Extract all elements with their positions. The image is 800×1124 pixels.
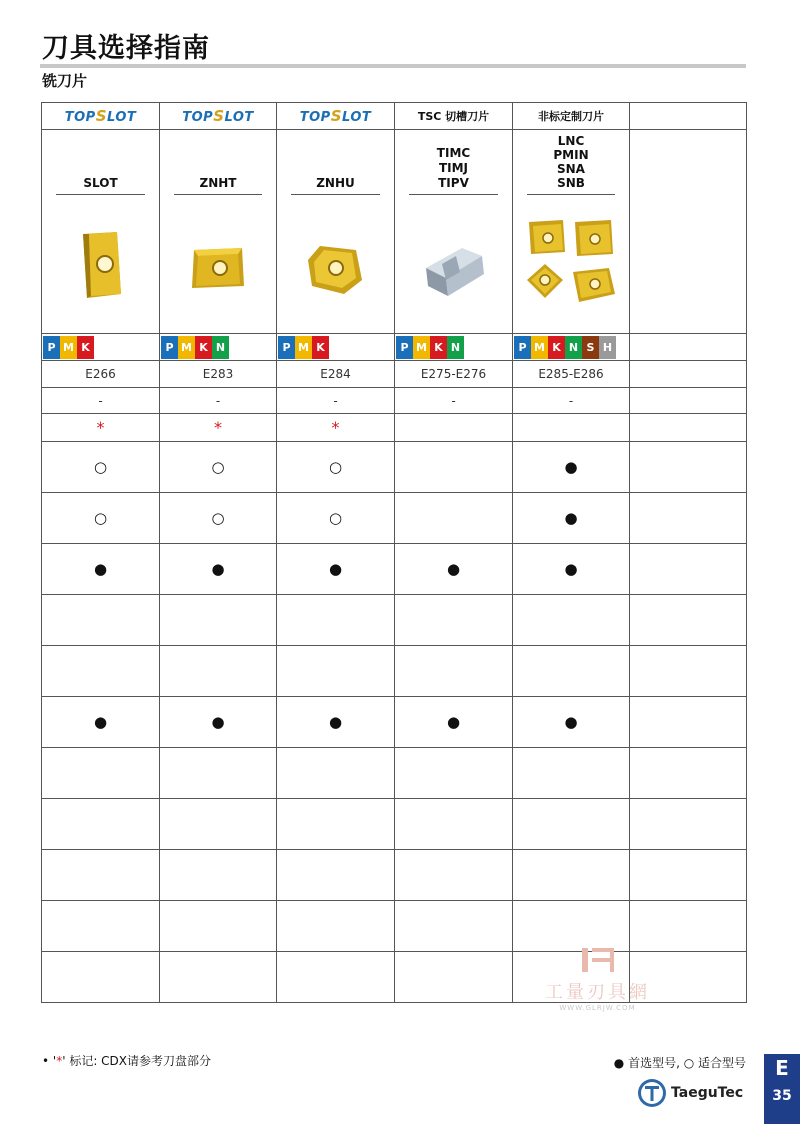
name-underline	[56, 194, 145, 195]
slot-insert-icon	[77, 230, 125, 300]
suitability-mark	[395, 799, 513, 850]
suitability-mark	[160, 595, 277, 646]
suitability-mark	[160, 748, 277, 799]
iso-badge-p: P	[278, 336, 295, 359]
taegutec-logo	[637, 1078, 743, 1108]
suitability-mark	[395, 493, 513, 544]
brand-cell	[42, 103, 160, 130]
suitability-mark: ○	[42, 493, 160, 544]
legend: ● 首选型号, ○ 适合型号	[613, 1056, 746, 1070]
topslot-logo: TOPSLOT	[182, 107, 254, 125]
application-row	[42, 442, 747, 493]
iso-cell	[395, 334, 513, 361]
empty-cell	[630, 850, 747, 901]
page-ref: E266	[42, 361, 160, 388]
brand-cell: TSC 切槽刀片	[395, 103, 513, 130]
insert-name: SNB	[557, 176, 585, 190]
iso-badge-p: P	[514, 336, 531, 359]
empty-cell	[630, 334, 747, 361]
suitability-mark	[395, 850, 513, 901]
empty-cell	[630, 748, 747, 799]
star-mark: *	[160, 414, 277, 442]
iso-badge-k: K	[195, 336, 212, 359]
insert-cell	[513, 130, 630, 334]
znhu-insert-icon	[306, 240, 366, 298]
section-letter: E	[775, 1056, 789, 1080]
iso-badge-p: P	[43, 336, 60, 359]
suitability-mark: ●	[395, 544, 513, 595]
topslot-logo: TOPSLOT	[299, 107, 372, 125]
suitability-mark	[160, 799, 277, 850]
suitability-mark	[513, 595, 630, 646]
suitability-mark: ○	[160, 493, 277, 544]
insert-cell	[277, 130, 395, 334]
suitability-mark: ●	[277, 697, 395, 748]
suitability-mark	[277, 901, 395, 952]
suitability-mark	[277, 952, 395, 1003]
application-row	[42, 595, 747, 646]
insert-name: SNA	[557, 162, 585, 176]
page-ref-row	[42, 361, 747, 388]
star-mark: *	[42, 414, 160, 442]
dash-cell: -	[42, 388, 160, 414]
suitability-mark	[395, 952, 513, 1003]
insert-name: TIMJ	[438, 161, 469, 175]
suitability-mark	[42, 952, 160, 1003]
iso-badges	[278, 336, 394, 359]
suitability-mark	[395, 442, 513, 493]
name-underline	[409, 194, 498, 195]
application-row	[42, 850, 747, 901]
suitability-mark	[277, 595, 395, 646]
watermark-logo-icon	[578, 946, 618, 974]
suitability-mark	[42, 799, 160, 850]
suitability-mark	[395, 595, 513, 646]
suitability-mark: ●	[160, 544, 277, 595]
selection-table	[41, 102, 747, 1003]
suitability-mark	[160, 901, 277, 952]
insert-name: PMIN	[553, 148, 589, 162]
page-ref: E283	[160, 361, 277, 388]
suitability-mark: ●	[42, 544, 160, 595]
brand-cell	[160, 103, 277, 130]
suitability-mark: ●	[513, 544, 630, 595]
insert-cell	[160, 130, 277, 334]
insert-name: ZNHU	[316, 176, 355, 190]
suitability-mark	[42, 901, 160, 952]
iso-badge-p: P	[396, 336, 413, 359]
watermark	[545, 946, 650, 1012]
application-rows	[42, 442, 747, 1003]
iso-badges	[161, 336, 276, 359]
iso-badge-k: K	[430, 336, 447, 359]
suitability-mark	[277, 646, 395, 697]
insert-name: TIMC	[436, 146, 471, 160]
suitability-mark: ●	[513, 493, 630, 544]
iso-badge-n: N	[565, 336, 582, 359]
suitability-mark	[160, 646, 277, 697]
footnote: • '*' 标记: CDX请参考刀盘部分	[42, 1054, 212, 1068]
suitability-mark: ●	[513, 442, 630, 493]
brand-row	[42, 103, 747, 130]
suitability-mark: ○	[277, 493, 395, 544]
suitability-mark	[42, 850, 160, 901]
insert-cell	[42, 130, 160, 334]
application-row	[42, 799, 747, 850]
page-number: 35	[772, 1088, 792, 1104]
watermark-text: 工量刃具網	[545, 982, 650, 1003]
suitability-mark	[277, 799, 395, 850]
suitability-mark	[277, 850, 395, 901]
suitability-mark: ●	[42, 697, 160, 748]
iso-badge-n: N	[447, 336, 464, 359]
section-tab	[764, 1054, 800, 1124]
suitability-mark	[42, 748, 160, 799]
star-mark	[513, 414, 630, 442]
suitability-mark	[160, 952, 277, 1003]
name-underline	[174, 194, 262, 195]
iso-cell	[42, 334, 160, 361]
empty-cell	[630, 697, 747, 748]
suitability-mark	[277, 748, 395, 799]
iso-cell	[513, 334, 630, 361]
empty-cell	[630, 442, 747, 493]
insert-name: TIPV	[438, 176, 469, 190]
iso-badges	[396, 336, 512, 359]
page-title: 刀具选择指南	[42, 33, 210, 64]
empty-cell	[630, 361, 747, 388]
name-underline	[527, 194, 615, 195]
suitability-mark	[42, 646, 160, 697]
star-mark	[395, 414, 513, 442]
watermark-url: WWW.GLRJW.COM	[559, 1004, 636, 1012]
iso-badge-m: M	[60, 336, 77, 359]
application-row	[42, 748, 747, 799]
dash-row	[42, 388, 747, 414]
insert-name: SLOT	[83, 176, 118, 190]
brand-name: TaeguTec	[671, 1085, 744, 1101]
empty-cell	[630, 130, 747, 334]
iso-badge-k: K	[312, 336, 329, 359]
dash-cell: -	[160, 388, 277, 414]
insert-name: LNC	[557, 134, 585, 148]
star-mark: *	[277, 414, 395, 442]
znht-insert-icon	[190, 242, 246, 292]
suitability-mark: ●	[160, 697, 277, 748]
brand-cell: 非标定制刀片	[513, 103, 630, 130]
empty-cell	[630, 414, 747, 442]
tsc-grooving-insert-icon	[422, 238, 486, 302]
insert-cell	[395, 130, 513, 334]
page-ref: E285-E286	[513, 361, 630, 388]
iso-material-row	[42, 334, 747, 361]
application-row	[42, 646, 747, 697]
suitability-mark	[513, 901, 630, 952]
suitability-mark	[513, 850, 630, 901]
iso-cell	[160, 334, 277, 361]
suitability-mark: ○	[42, 442, 160, 493]
iso-badge-m: M	[295, 336, 312, 359]
iso-badge-s: S	[582, 336, 599, 359]
empty-cell	[630, 646, 747, 697]
empty-cell	[630, 388, 747, 414]
star-row	[42, 414, 747, 442]
suitability-mark: ●	[513, 697, 630, 748]
insert-image-row	[42, 130, 747, 334]
suitability-mark	[513, 748, 630, 799]
suitability-mark	[160, 850, 277, 901]
suitability-mark	[513, 646, 630, 697]
suitability-mark	[42, 595, 160, 646]
suitability-mark: ●	[395, 697, 513, 748]
iso-badge-m: M	[413, 336, 430, 359]
dash-cell: -	[395, 388, 513, 414]
insert-name: ZNHT	[199, 176, 237, 190]
suitability-mark: ○	[277, 442, 395, 493]
empty-cell	[630, 103, 747, 130]
application-row	[42, 901, 747, 952]
empty-cell	[630, 901, 747, 952]
name-underline	[291, 194, 380, 195]
iso-badge-p: P	[161, 336, 178, 359]
iso-badge-m: M	[178, 336, 195, 359]
iso-badges	[43, 336, 159, 359]
topslot-logo: TOPSLOT	[64, 107, 137, 125]
iso-badge-n: N	[212, 336, 229, 359]
empty-cell	[630, 493, 747, 544]
custom-inserts-icon	[523, 214, 619, 310]
iso-cell	[277, 334, 395, 361]
application-row	[42, 697, 747, 748]
taegutec-emblem-icon	[637, 1078, 667, 1108]
suitability-mark	[395, 646, 513, 697]
suitability-mark: ●	[277, 544, 395, 595]
title-underline	[40, 64, 746, 68]
dash-cell: -	[277, 388, 395, 414]
dash-cell: -	[513, 388, 630, 414]
application-row	[42, 493, 747, 544]
brand-cell	[277, 103, 395, 130]
empty-cell	[630, 544, 747, 595]
empty-cell	[630, 799, 747, 850]
page-ref: E284	[277, 361, 395, 388]
suitability-mark	[395, 901, 513, 952]
iso-badge-k: K	[77, 336, 94, 359]
iso-badges	[514, 336, 629, 359]
section-subtitle: 铣刀片	[42, 72, 88, 90]
application-row	[42, 544, 747, 595]
page-ref: E275-E276	[395, 361, 513, 388]
empty-cell	[630, 595, 747, 646]
suitability-mark: ○	[160, 442, 277, 493]
iso-badge-k: K	[548, 336, 565, 359]
suitability-mark	[395, 748, 513, 799]
iso-badge-h: H	[599, 336, 616, 359]
iso-badge-m: M	[531, 336, 548, 359]
suitability-mark	[513, 799, 630, 850]
